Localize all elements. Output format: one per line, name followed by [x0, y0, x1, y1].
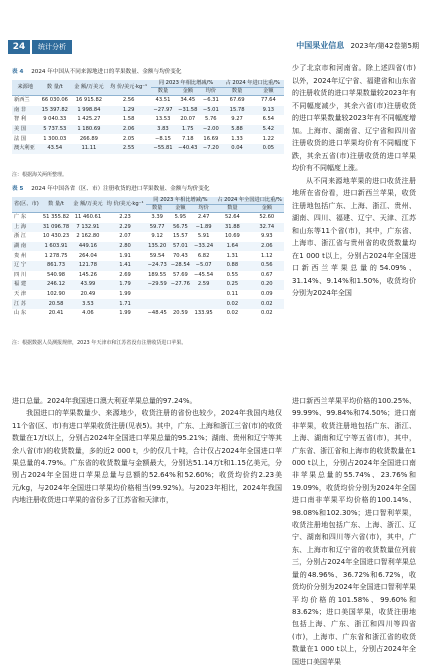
table5-cell: −33.24	[192, 242, 215, 252]
table5-cell: −48.45	[147, 310, 167, 317]
table5-cell: 20.49	[80, 291, 96, 298]
table4-cell: 2.06	[107, 125, 151, 135]
table4-cell: 66 030.06	[41, 97, 68, 104]
table5-cell	[192, 299, 215, 309]
table5-cell	[169, 299, 192, 309]
journal-info	[296, 40, 419, 51]
table5-cell: −28.54	[169, 261, 192, 271]
table4-cell: 5.42	[253, 125, 284, 135]
table4-cell: −31.58	[175, 106, 200, 116]
table5-cell: 9.93	[261, 233, 273, 240]
table5-cell: 7 132.91	[71, 223, 104, 233]
table5-cell: 0.11	[226, 291, 239, 298]
right-column-body	[292, 395, 416, 668]
table5-cell: 540.98	[46, 271, 66, 278]
table5-cell: −45.54	[194, 271, 214, 278]
table4-cell: −6.31	[202, 97, 219, 104]
right-column-top	[292, 62, 416, 300]
table5	[12, 197, 284, 319]
table5-cell: 3.53	[71, 299, 104, 309]
table5-cell: 189.55	[148, 271, 167, 278]
table4-cell: 5 737.53	[39, 125, 72, 135]
table5-cell: 2.59	[192, 280, 215, 290]
table5-cell: 52.60	[259, 214, 275, 221]
table4-header-share-qty: 数量	[221, 88, 252, 96]
table5-cell: 1.41	[105, 261, 146, 271]
table4-cell: 1.22	[262, 135, 275, 142]
table4-cell: 9 040.33	[43, 116, 67, 123]
table4-header-qty: 数 量/t	[39, 80, 72, 96]
table5-header-share-amount: 金额	[250, 205, 284, 213]
table5-header-change: 同 2023 年相比增减/%	[146, 197, 216, 205]
table4-cell: 南 非	[12, 106, 39, 116]
table5-cell: 1 278.75	[44, 252, 68, 259]
table5-cell: 山 东	[14, 310, 27, 317]
table5-cell: 2.69	[119, 271, 131, 278]
table5-header-chg-amount: 金额	[169, 205, 192, 213]
table4-cell: 1 998.84	[71, 106, 107, 116]
table5-cell: 2.80	[105, 242, 146, 252]
table5-row	[12, 213, 284, 223]
table4-header-chg-price: 均价	[200, 88, 221, 96]
table4-cell: 43.54	[39, 144, 72, 154]
table4-header-amount: 金 额/万美元	[71, 80, 107, 96]
table5-cell	[169, 290, 192, 300]
table5-cell: 福 建	[12, 280, 41, 290]
table5-cell: 1.71	[105, 299, 146, 309]
table4-cell: 1.58	[122, 116, 135, 123]
table4-cell: 13.53	[155, 116, 171, 123]
table4-row	[12, 134, 284, 144]
table5-caption	[12, 186, 209, 193]
table5-cell: 57.01	[169, 242, 192, 252]
table4-header-price: 均 价/美元·kg⁻¹	[107, 80, 151, 96]
table4-cell: −8.15	[154, 135, 171, 142]
table4-cell: 5.88	[221, 125, 252, 135]
table5-cell: 10.69	[224, 233, 240, 240]
table5-cell: 57.69	[172, 271, 188, 278]
table5-row	[12, 232, 284, 242]
left-paragraph-2: 我国进口的苹果数量少、来源地少，收货注册的省份也较少，2024年我国内地仅11个省(区、市)有进口苹果收货注册(见表5)。其中，广东、上海和浙江三省(市)的收货数量在1万t以上，分别占2024年全国进口苹果总量的95.21%；湖南、贵州和辽宁等其余八省(市)的收货数量，多的近2 000 t，少的仅几十吨，合计仅占2024年全国进口苹果总量的4.79%。广东省的收货数量与金额最大，分别达51.14万t和1.15亿美元，分别占2024年全国进口苹果总量与总额的52.64%和52.60%；收货均价约2.23美元/kg，与2024年全国进口苹果均价格相当(99.92%)。与2023年相比，2024年我国内地注册收货进口苹果的省份多了江苏省和天津市，	[12, 409, 282, 505]
table4-cell: 新西兰	[14, 97, 30, 104]
table5-row	[12, 223, 284, 233]
table4-cell: 15 397.82	[39, 106, 72, 116]
table5-cell: −24.73	[146, 261, 169, 271]
table5-cell: 20.59	[172, 310, 188, 317]
table5-cell: 0.88	[215, 261, 249, 271]
table4-cell: 9.27	[231, 116, 243, 123]
table5-cell: 5.95	[174, 214, 187, 221]
table5-cell: 264.04	[78, 252, 97, 259]
table5-cell: 133.95	[194, 310, 213, 317]
table5-cell: 1.91	[119, 252, 131, 259]
table5-cell: 56.75	[169, 223, 192, 233]
table5-cell: 449.16	[71, 242, 104, 252]
table5-cell: −1.89	[192, 223, 215, 233]
table5-cell	[146, 299, 169, 309]
left-column-body	[12, 395, 282, 507]
table5-cell: 0.02	[226, 310, 239, 317]
right-paragraph-2: 从不同来源地苹果的进口收货注册地所在省份看，进口新西兰苹果，收货注册地包括广东、上海、浙江、贵州、湖南、四川、福建、辽宁、天津、江苏和山东等11个省(市)，其中，广东省、上海市、浙江省与贵州省的收货数量均在1 000 t以上，分别占2024年全国进口新西兰苹果总量的54.09%、31.14%、9.14%和1.50%，收货均价分别为2024年全国	[292, 176, 416, 297]
table4-cell: 3.83	[151, 125, 176, 135]
table4-cell: 1 425.27	[77, 116, 101, 123]
table5-cell: 1.31	[226, 252, 239, 259]
table5-cell: 10 430.23	[42, 233, 70, 240]
table4-header-share: 占 2024 年进口比重/%	[221, 80, 284, 88]
table4-note: 注：根据海关两所整理。	[12, 172, 68, 178]
table5-row	[12, 280, 284, 290]
table5-cell: 135.20	[146, 242, 169, 252]
page-number: 24	[8, 40, 30, 54]
table5-cell: 1.79	[105, 280, 146, 290]
table5-cell: 20.41	[48, 310, 64, 317]
table5-cell: 浙 江	[14, 233, 27, 240]
table4-cell: −55.81	[151, 144, 176, 154]
table4-cell: 1.75	[175, 125, 200, 135]
table4-cell: 16 915.82	[75, 97, 103, 104]
table5-row	[12, 251, 284, 261]
table4-cell: 43.51	[155, 97, 171, 104]
table4-body	[12, 96, 284, 154]
table5-cell: 31 096.78	[41, 223, 71, 233]
table5-header-price: 均 价/美元·kg⁻¹	[105, 197, 146, 213]
table4-cell: 美 国	[12, 125, 39, 135]
table5-header-province: 省(区、市)	[12, 197, 41, 213]
table5-cell: 2.29	[105, 223, 146, 233]
table5-cell: 2.47	[197, 214, 210, 221]
table4-cell: −27.97	[151, 106, 176, 116]
table5-header-qty: 数 量/t	[41, 197, 71, 213]
table5-cell: 0.67	[261, 271, 273, 278]
table4-cell: 9.13	[253, 106, 284, 116]
table5-cell: 32.74	[250, 223, 284, 233]
section-tag: 统计分析	[32, 40, 72, 54]
table5-cell: 0.02	[250, 299, 284, 309]
table5-cell: 3.39	[151, 214, 163, 221]
table4-header-chg-qty: 数量	[151, 88, 176, 96]
table5-row	[12, 271, 284, 281]
table4-header-chg-amount: 金额	[175, 88, 200, 96]
table4-cell: 266.89	[79, 135, 98, 142]
table4-cell: 20.07	[180, 116, 196, 123]
table5-cell: 20.58	[41, 299, 71, 309]
table5-cell: 59.77	[146, 223, 169, 233]
table4-cell: 2.56	[122, 97, 135, 104]
table4-header-change: 同 2023 年相比增减/%	[151, 80, 222, 88]
table4-cell: 11.11	[71, 144, 107, 154]
table5-cell: 0.55	[226, 271, 239, 278]
right-paragraph-3: 进口新西兰苹果平均价格的100.25%、99.99%、99.84%和74.50%；进口南非苹果，收货注册地包括广东、浙江、上海、湖南和辽宁等五省(市)，其中，广东省、浙江省和上海市的收货数量在1 000 t以上，分别占2024年全国进口南非苹果总量的55.74%、23.76%和19.09%，收货均价分别为2024年全国进口南非苹果平均价格的100.14%、98.08%和102.30%；进口智利苹果，收货注册地包括广东、上海、浙江、辽宁、湖南和四川等六省(市)，其中，广东、上海市和辽宁省的收货数量位列前三，分别占2024年全国进口智利苹果总量的48.96%、36.72%和6.72%，收货均价分别为2024年全国进口智利苹果平均价格的101.58%、99.60%和83.62%；进口美国苹果，收货注册地包括上海、广东、浙江和四川等四省(市)，上海市、广东省和浙江省的收货数量在1 000 t以上，分别占2024年全国进口美国苹果	[292, 397, 416, 666]
table4-cell: 2.55	[107, 144, 151, 154]
table4-cell: 15.78	[221, 106, 252, 116]
table4-cell: 16.69	[203, 135, 219, 142]
table5-cell: 0.02	[215, 299, 249, 309]
journal-issue: 2023年/第42卷第5期	[350, 42, 419, 50]
table5-cell: 贵 州	[14, 252, 27, 259]
table5-cell: 0.02	[261, 310, 273, 317]
page-header	[0, 0, 427, 50]
table5-cell: 5.91	[197, 233, 210, 240]
table5-cell: 59.54	[149, 252, 165, 259]
table4-row	[12, 115, 284, 125]
table5-cell: 天 津	[14, 291, 27, 298]
table5-cell: 辽 宁	[12, 261, 41, 271]
left-paragraph-1: 进口总量。2024年我国进口澳大利亚苹果总量的97.24%。	[12, 397, 197, 405]
table5-header-chg-price: 均价	[192, 205, 215, 213]
table4-cell: 2.05	[122, 135, 135, 142]
table5-cell: 2.07	[119, 233, 131, 240]
table4-row	[12, 144, 284, 154]
table4-cell: 34.45	[180, 97, 196, 104]
table4-cell: −7.20	[200, 144, 221, 154]
table4-row	[12, 125, 284, 135]
table4-cell: 6.54	[262, 116, 275, 123]
table5-cell: 1.12	[261, 252, 273, 259]
table5-cell: 11 460.61	[74, 214, 102, 221]
table4-cell: 7.18	[181, 135, 194, 142]
table5-cell: 0.25	[215, 280, 249, 290]
table4-caption-text: 2024 年中国从不同来源地进口的苹果数量、金额与均价变化	[31, 69, 182, 75]
table4-cell: 1 180.69	[71, 125, 107, 135]
table5-cell: 上 海	[12, 223, 41, 233]
table5-header-chg-qty: 数量	[146, 205, 169, 213]
table5-cell: 31.88	[215, 223, 249, 233]
table4	[12, 80, 284, 154]
table5-cell: 1.64	[215, 242, 249, 252]
table5-cell: 15.57	[172, 233, 188, 240]
table4-cell: 智 利	[14, 116, 27, 123]
table5-cell: 43.99	[71, 280, 104, 290]
table4-cell: −5.01	[200, 106, 221, 116]
table4-row	[12, 106, 284, 116]
table5-cell: −29.59	[146, 280, 169, 290]
table5-header-share: 占 2024 年全国进口比重/%	[215, 197, 284, 205]
table5-header-share-qty: 数量	[215, 205, 249, 213]
table5-cell: 江 苏	[12, 299, 41, 309]
table5-cell: 2.06	[250, 242, 284, 252]
right-paragraph-1: 少了北京市和河南省。除上述四省(市)以外，2024年辽宁省、福建省和山东省的注册收货的进口苹果数量较2023年有不同幅度减少，其余六省(市)注册收货的进口苹果数量较2023年有不同幅度增加。上海市、湖南省、辽宁省和四川省注册收货的进口苹果均价有不同幅度下跌，其余五省(市)注册收货的进口苹果均价有不同幅度上涨。	[292, 64, 416, 172]
table4-cell: 5.76	[205, 116, 217, 123]
table4-cell: 澳大利亚	[12, 144, 39, 154]
table5-cell: 121.78	[71, 261, 104, 271]
table5-cell: 2.23	[119, 214, 131, 221]
table5-cell: 70.43	[172, 252, 188, 259]
table5-row	[12, 242, 284, 252]
journal-name: 中国果业信息	[296, 41, 345, 50]
table4-cell: −2.00	[200, 125, 221, 135]
table4-cell: −40.43	[175, 144, 200, 154]
table4-cell: 1 300.03	[43, 135, 67, 142]
table5-cell: 1 603.91	[41, 242, 71, 252]
table5-row	[12, 290, 284, 300]
table4-header-origin: 来源地	[12, 80, 39, 96]
table5-cell: 52.64	[224, 214, 240, 221]
table5-cell: 51 355.82	[42, 214, 70, 221]
table5-cell: 246.12	[41, 280, 71, 290]
table5-cell: 湖 南	[12, 242, 41, 252]
table5-row	[12, 261, 284, 271]
table5-cell: 1.99	[119, 291, 131, 298]
table5-cell: 102.90	[46, 291, 66, 298]
table5-cell	[192, 290, 215, 300]
table5-cell: −27.76	[169, 280, 192, 290]
table4-cell: 77.64	[260, 97, 276, 104]
table5-row	[12, 309, 284, 319]
table5-caption-num: 表 5	[12, 186, 24, 192]
table5-row	[12, 299, 284, 309]
table4-caption	[12, 69, 181, 76]
table5-cell: 4.06	[82, 310, 94, 317]
table5-cell: 2 162.80	[76, 233, 100, 240]
table5-caption-text: 2024 年中国各省（区、市）注册收货的进口苹果数量、金额与均价变化	[31, 186, 210, 192]
table4-header-share-amount: 金额	[253, 88, 284, 96]
table5-cell: 9.12	[151, 233, 163, 240]
table5-cell: 6.82	[197, 252, 210, 259]
table4-cell: 1.33	[231, 135, 243, 142]
table5-cell: 0.56	[250, 261, 284, 271]
table5-cell: 145.26	[78, 271, 97, 278]
table5-cell: 0.09	[261, 291, 273, 298]
table4-cell: 67.69	[229, 97, 245, 104]
table5-cell: 861.73	[41, 261, 71, 271]
table5-cell: 1.99	[119, 310, 131, 317]
table4-cell: 法 国	[14, 135, 27, 142]
table5-note: 注：根据数据人员测报规律，2023 年天津市和江苏省没有注册收货进口苹果。	[12, 340, 187, 346]
table5-body	[12, 213, 284, 319]
table4-cell: 0.04	[221, 144, 252, 154]
table4-cell: 0.05	[253, 144, 284, 154]
table5-cell: −5.07	[192, 261, 215, 271]
table4-cell: 1.29	[107, 106, 151, 116]
table5-cell: 四 川	[14, 271, 27, 278]
table5-header-amount: 金 额/万美元	[71, 197, 104, 213]
table5-cell: 广 东	[14, 214, 27, 221]
table5-cell: 0.20	[250, 280, 284, 290]
table4-row	[12, 96, 284, 106]
table5-cell	[146, 290, 169, 300]
table4-caption-num: 表 4	[12, 69, 24, 75]
